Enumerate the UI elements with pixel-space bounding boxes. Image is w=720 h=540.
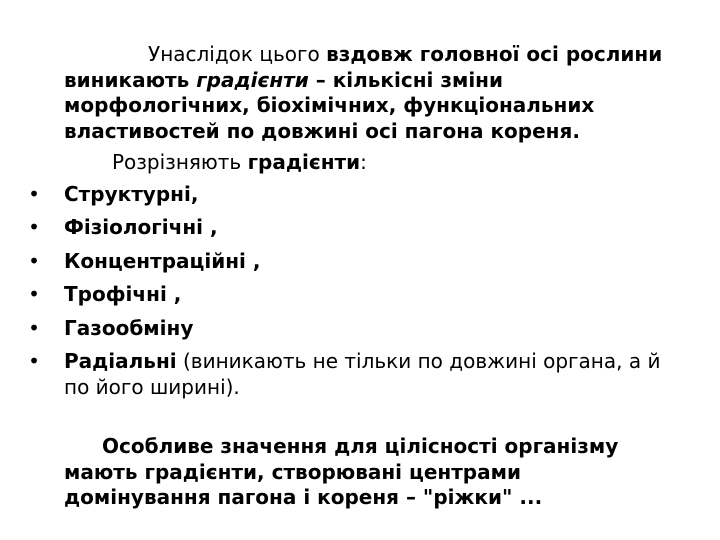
subhead-suffix: : bbox=[360, 150, 367, 174]
intro-part-1: Унаслідок цього bbox=[148, 42, 327, 66]
bullet-icon: • bbox=[28, 248, 40, 273]
final-text: Особливе значення для цілісності організму мають градієнти, створювані центрами домінування пагона і кореня – "ріжки" ... bbox=[64, 434, 619, 509]
bullet-icon: • bbox=[28, 315, 40, 340]
list-item-note: (виникають не тільки по довжині органа, а й по його ширині). bbox=[64, 349, 661, 399]
list-item-label: Трофічні , bbox=[64, 282, 182, 306]
list-item bbox=[28, 349, 664, 400]
slide-text-body bbox=[28, 42, 664, 511]
intro-part-4: – кількісні зміни морфологічних, біохімічних, функціональних властивостей по довжині осі пагона кореня. bbox=[64, 67, 595, 143]
list-item bbox=[28, 282, 664, 308]
list-item-label: Радіальні bbox=[64, 349, 177, 373]
list-item-label: Структурні, bbox=[64, 181, 199, 206]
bullet-icon: • bbox=[28, 349, 40, 373]
subhead-strong: градієнти bbox=[247, 150, 361, 174]
subhead-prefix: Розрізняють bbox=[112, 150, 248, 174]
intro-gradients-term: градієнти bbox=[196, 67, 309, 92]
gradient-types-list bbox=[28, 181, 664, 401]
intro-paragraph bbox=[64, 42, 664, 144]
list-item-label: Концентраційні , bbox=[64, 248, 261, 273]
list-item-label: Фізіологічні , bbox=[64, 215, 218, 239]
final-paragraph bbox=[64, 434, 664, 511]
list-item bbox=[28, 181, 664, 208]
bullet-icon: • bbox=[28, 181, 40, 206]
bullet-icon: • bbox=[28, 215, 40, 239]
list-item bbox=[28, 248, 664, 275]
intro-part-2: вздовж головної осі рослини виникають bbox=[64, 42, 663, 92]
list-item bbox=[28, 315, 664, 342]
subhead-paragraph bbox=[64, 150, 664, 176]
bullet-icon: • bbox=[28, 282, 40, 306]
list-item bbox=[28, 215, 664, 241]
list-item-label: Газообміну bbox=[64, 315, 194, 340]
